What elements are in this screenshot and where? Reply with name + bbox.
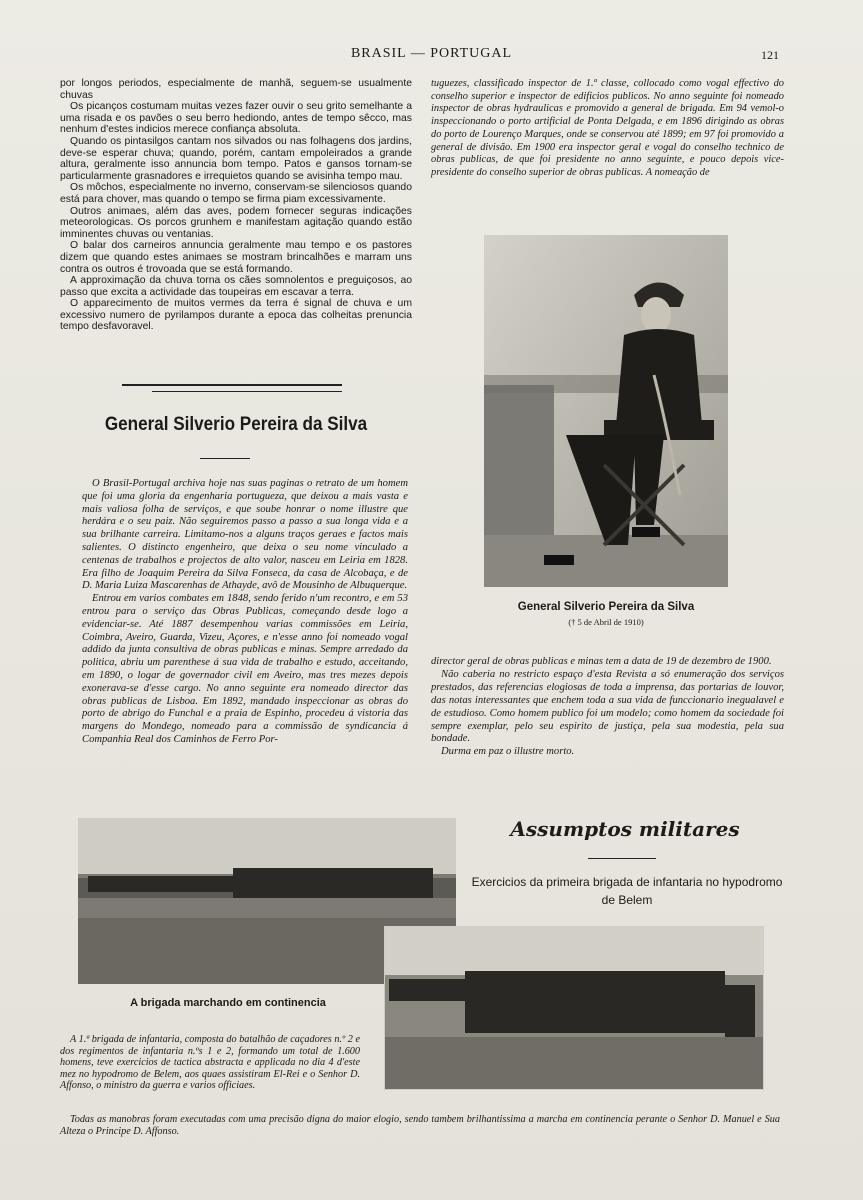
general-portrait-photo bbox=[484, 235, 728, 587]
paragraph: Quando os pintasilgos cantam nos silvados ou nas folhagens dos jardins, deve-se esperar chuva; quando, porém, cantam empoleirados a grande altura, geralmente isso annuncia bom tempo. Patos e gansos tornam-se particularmente grasnadores e irrequietos quando se avisinha tempo mau. bbox=[60, 135, 412, 182]
heading-underline bbox=[200, 458, 250, 459]
weather-signs-column bbox=[60, 78, 412, 333]
paragraph: Durma em paz o illustre morto. bbox=[441, 746, 575, 758]
paragraph: Os môchos, especialmente no inverno, conservam-se silenciosos quando está para chover, mas quando o tempo se firma piam excessivamente. bbox=[60, 182, 412, 205]
portrait-illustration bbox=[484, 235, 728, 587]
paragraph: O balar dos carneiros annuncia geralmente mau tempo e os pastores dizem que quando estes animaes se mostram brincalhões e marram uns contra os outros é trovoada que se está formando. bbox=[60, 240, 412, 275]
paragraph: Entrou em varios combates em 1848, sendo ferido n'um recontro, e em 53 entrou para o serviço das Obras Publicas, começando desde logo a evidenciar-se. Até 1887 desempenhou varias commissões em Leiria, Coimbra, Aveiro, Guarda, Vizeu, Açores, e n'esse anno foi nomeado vogal addido da junta consultiva de obras publicas e minas. Sempre arredado da politica, abriu um parenthese á sua vida de trabalho e estudo, acceitando, em 1890, o logar de governador civil em Aveiro, mas tres mezes depois exonerava-se d'esse cargo. No anno seguinte era nomeado director das obras publicas de Lisboa. Em 1892, mandado inspeccionar as obras do porto de abrigo do Funchal e a praia de Espinho, procedeu á vistoria das margens do Mondego, nomeado para a commissão de syndicancia á Companhia Real dos Caminhos de Ferro Por- bbox=[82, 593, 408, 745]
portrait-subcaption: († 5 de Abril de 1910) bbox=[568, 617, 644, 627]
closing-paragraph bbox=[60, 1114, 780, 1137]
paragraph: A approximação da chuva torna os cães somnolentos e preguiçosos, ao passo que excita a actividade das toupeiras em escavar a terra. bbox=[60, 275, 412, 298]
military-section-subtitle: Exercicios da primeira brigada de infantaria no hypodromo de Belem bbox=[471, 875, 783, 907]
biography-continued-column bbox=[431, 78, 784, 180]
page-number: 121 bbox=[761, 48, 779, 62]
biography-conclusion-column bbox=[431, 656, 784, 759]
paragraph: por longos periodos, especialmente de manhã, seguem-se usualmente chuvas bbox=[60, 78, 412, 101]
brigade-exercise-photo bbox=[384, 926, 764, 1090]
section-divider bbox=[122, 384, 342, 386]
military-section-title: Assumptos militares bbox=[510, 817, 740, 841]
brigade-photo-illustration bbox=[385, 927, 763, 1089]
section-divider bbox=[152, 391, 342, 392]
title-underline bbox=[588, 858, 656, 859]
page-header bbox=[0, 46, 863, 66]
brigade-photo-caption: A brigada marchando em continencia bbox=[130, 997, 326, 1009]
running-title: BRASIL — PORTUGAL bbox=[350, 46, 513, 61]
paragraph: Todas as manobras foram executadas com uma precisão digna do maior elogio, sendo tambem brilhantissima a marcha em continencia perante o Senhor D. Manuel e Sua Alteza o Principe D. Affonso. bbox=[60, 1114, 780, 1137]
article-heading: General Silverio Pereira da Silva bbox=[104, 414, 368, 435]
paragraph: A 1.ª brigada de infantaria, composta do batalhão de caçadores n.º 2 e dos regimentos de infantaria n.ºs 1 e 2, formando um total de 1.600 homens, teve exercicios de tactica abstracta e applicada no dia 4 d'este mez no hypodromo de Belem, aos quaes assistiram El-Rei e o Senhor D. Affonso, o ministro da guerra e varios officiaes. bbox=[60, 1034, 360, 1092]
paragraph: O apparecimento de muitos vermes da terra é signal de chuva e um excessivo numero de pyrilampos durante a epoca das colheitas prenuncia tempo desfavoravel. bbox=[60, 298, 412, 333]
paragraph: Os picanços costumam muitas vezes fazer ouvir o seu grito semelhante a uma risada e os pavões o seu berro hediondo, antes de tempo sêcco, mas nenhum d'estes indicios merece confiança absoluta. bbox=[60, 101, 412, 136]
paragraph: tuguezes, classificado inspector de 1.ª classe, collocado como vogal effectivo do conselho superior e inspector de edificios publicos. No anno seguinte foi nomeado inspector de obras hydraulicas e promovido a general de brigada. Em 94 vemol-o inspeccionando o porto artificial de Ponta Delgada, e em 1896 dirigindo as obras do porto de Lourenço Marques, onde se conservou até 1899; em 97 foi promovido a general de divisão. Em 1900 era inspector geral e vogal do conselho technico de obras publicas, de que foi presidente no anno seguinte, e pouco depois vice-presidente do conselho superior de obras publicas. A nomeação de bbox=[431, 78, 784, 178]
paragraph: Outros animaes, além das aves, podem fornecer seguras indicações meteorologicas. Os porcos grunhem e manifestam agitação quando estão imminentes chuvas ou ventanias. bbox=[60, 205, 412, 240]
brigade-description bbox=[60, 1034, 360, 1092]
paragraph: director geral de obras publicas e minas tem a data de 19 de dezembro de 1900. bbox=[431, 656, 772, 667]
paragraph: Não caberia no restricto espaço d'esta Revista a só enumeração dos serviços prestados, das referencias elogiosas de toda a imprensa, das portarias de louvor, das notas interessantes que enchem toda a sua vida de funccionario inegualavel e de estudioso. Como homem publico foi um modelo; como homem da sociedade foi sempre exemplar, pelo seu espirito de justiça, pela sua modestia, pela sua bondade. bbox=[431, 668, 784, 745]
portrait-caption: General Silverio Pereira da Silva bbox=[517, 601, 695, 613]
paragraph: O Brasil-Portugal archiva hoje nas suas paginas o retrato de um homem que foi uma gloria da engenharia portugueza, que deixou a mais vasta e mais valiosa folha de serviços, e que soube honrar o nome illustre que herdára e o seu paiz. Não seguiremos passo a passo a sua longa vida e a sua brilhante carreira. Limitamo-nos a alguns traços geraes e factos mais salientes. O distincto engenheiro, que deixa o seu nome vinculado a centenas de trabalhos e projectos de alto valor, nasceu em Leiria em 1828. Era filho de Joaquim Pereira da Silva Fonseca, da casa de Alcobaça, e de D. Maria Luiza Mascarenhas de Athayde, avô de Mousinho de Albuquerque. bbox=[82, 478, 408, 592]
biography-text bbox=[82, 478, 408, 747]
